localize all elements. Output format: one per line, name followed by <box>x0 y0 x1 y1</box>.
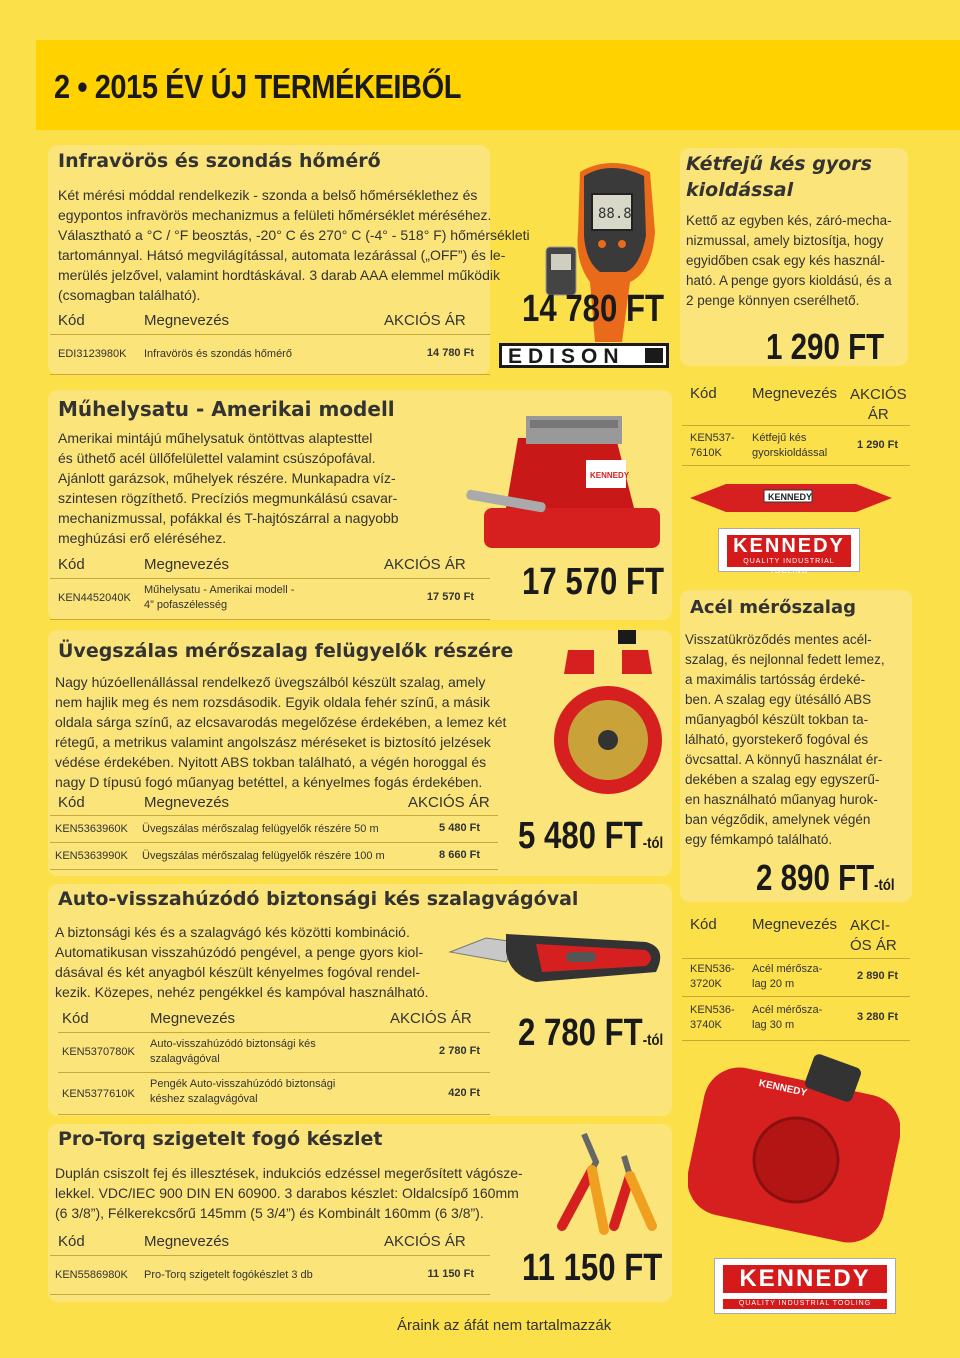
table-divider <box>682 996 910 997</box>
table-divider <box>50 619 490 620</box>
kennedy-logo <box>718 528 860 575</box>
svg-text:KENNEDY: KENNEDY <box>757 1078 808 1099</box>
pliers-description: Duplán csiszolt fej és illesztések, indukciós edzéssel megerősített vágósze- lekkel. VDC/IEC 900 DIN EN 60900. 3 darabos készlet: Oldalcsípő 160mm (6 3/8”), Félkerekcsőrű 145mm (5 3/4”) és Kombinált 160mm (6 3/8”). <box>55 1165 523 1221</box>
table-row-price: 14 780 Ft <box>426 347 474 359</box>
table-row-price: 1 290 Ft <box>857 439 898 451</box>
table-divider <box>50 374 490 375</box>
table-row-price: 3 280 Ft <box>857 1011 898 1023</box>
pliers-big-price: 11 150 FT <box>522 1247 663 1289</box>
table-row-code: KEN5370780K <box>62 1046 135 1058</box>
table-row-name: Kétfejű kés gyorskioldással <box>752 432 828 459</box>
table-divider <box>682 425 910 426</box>
table-header-price: AKCIÓS ÁR <box>384 312 466 329</box>
table-divider <box>50 815 498 816</box>
table-header-name: Megnevezés <box>150 1010 236 1027</box>
pliers-title: Pro-Torq szigetelt fogó készlet <box>58 1128 383 1150</box>
table-header-price: AKCI- ÓS ÁR <box>850 917 897 954</box>
kennedy-logo <box>714 1258 896 1314</box>
steel-tape-title: Acél mérőszalag <box>690 597 856 618</box>
thermometer-title: Infravörös és szondás hőmérő <box>58 150 381 172</box>
vise-description: Amerikai mintájú műhelysatuk öntöttvas alaptesttel és üthető acél üllőfelülettel valamint csúszópofával. Ajánlott garázsok, műhelyek részére. Munkapadra víz- szintesen rögzíthető. Precíziós megmunkálású csavar- mechanizmussal, pofákkal és T-hajtószárral a nagyobb meghúzási erő eléréséhez. <box>58 430 399 546</box>
table-row-name: Üvegszálas mérőszalag felügyelők részére 100 m <box>142 850 385 862</box>
table-header-name: Megnevezés <box>144 556 230 573</box>
table-row-price: 17 570 Ft <box>426 591 474 603</box>
table-row-price: 5 480 Ft <box>439 822 480 834</box>
vise-title: Műhelysatu - Amerikai modell <box>58 397 395 421</box>
table-header-code: Kód <box>58 312 85 329</box>
svg-text:88.8: 88.8 <box>598 206 632 222</box>
page-footer: Áraink az áfát nem tartalmazzák <box>397 1317 612 1334</box>
table-header-name: Megnevezés <box>144 312 230 329</box>
table-header-code: Kód <box>62 1010 89 1027</box>
table-divider <box>58 1114 490 1115</box>
table-header-code: Kód <box>58 1233 85 1250</box>
vise-image <box>466 398 672 568</box>
table-row-code: KEN5586980K <box>55 1269 128 1281</box>
table-divider <box>682 1040 910 1041</box>
table-row-code: KEN536- 3720K <box>690 963 735 990</box>
edison-logo-text: EDISON <box>508 345 625 368</box>
glass-tape-title: Üvegszálas mérőszalag felügyelők részére <box>58 640 514 662</box>
svg-text:KENNEDY: KENNEDY <box>768 492 813 502</box>
table-row-code: KEN4452040K <box>58 592 131 604</box>
table-header-name: Megnevezés <box>144 1233 230 1250</box>
table-row-code: EDI3123980K <box>58 348 127 360</box>
vise-big-price: 17 570 FT <box>522 561 665 603</box>
table-row-code: KEN5377610K <box>62 1088 135 1100</box>
table-row-name: Acél mérősza- lag 20 m <box>752 963 823 990</box>
glass-tape-description: Nagy húzóellenállással rendelkező üvegszálból készült szalag, amely nem hajlik meg és nem rozsdásodik. Egyik oldala fehér színű, a másik oldala sárga színű, az elcsavarodás megelőzése érdekében, a lemez két rétegű, a metrikus valamint angolszász méréseket is biztosító jelzések védése érdekében. Nyitott ABS tokban található, a végén horoggal és nagy D típusú fogó műanyag betéttel, a kényelmes fogás érdekében. <box>55 674 507 790</box>
page-banner <box>36 40 960 130</box>
table-divider <box>50 334 490 335</box>
table-row-price: 8 660 Ft <box>439 849 480 861</box>
kennedy-logo-text: KENNEDY <box>727 535 851 557</box>
steel-tape-image <box>688 1050 900 1250</box>
table-row-price: 420 Ft <box>448 1087 480 1099</box>
knife-image <box>686 472 896 524</box>
table-row-name: Infravörös és szondás hőmérő <box>144 348 292 360</box>
glass-tape-image <box>548 630 672 816</box>
table-header-price: AKCIÓS ÁR <box>390 1010 472 1027</box>
table-divider <box>58 1072 490 1073</box>
table-row-name: Üvegszálas mérőszalag felügyelők részére 50 m <box>142 823 379 835</box>
table-header-name: Megnevezés <box>752 385 838 402</box>
knife-big-price: 1 290 FT <box>766 326 885 367</box>
table-divider <box>682 465 910 466</box>
table-row-name: Műhelysatu - Amerikai modell - 4” pofaszélesség <box>144 584 295 611</box>
kennedy-logo-sub: QUALITY INDUSTRIAL TOOLING <box>723 1299 887 1309</box>
steel-tape-big-price: 2 890 FT-tól <box>756 857 895 898</box>
table-divider <box>50 842 498 843</box>
table-row-code: KEN537- 7610K <box>690 432 735 459</box>
steel-tape-description: Visszatükröződés mentes acél- szalag, és nejlonnal fedett lemez, a maximális tartósság érdeké- ben. A szalag egy ütésálló ABS műanyagból készült tokban ta- lálható, gyorstekerő fogóval és övcsattal. A könnyű használat ér- dekében a szalag egy egyszerű- en használható műanyag hurok- ban végződik, amelynek végén egy fémkampó található. <box>685 632 885 847</box>
pliers-image <box>534 1126 670 1238</box>
knife-description: Kettő az egyben kés, záró-mecha- nizmussal, amely biztosítja, hogy egyidőben csak egy kés használ- ható. A penge gyors kioldású, és a 2 penge könnyen cserélhető. <box>686 213 892 308</box>
table-header-code: Kód <box>690 385 717 402</box>
table-header-name: Megnevezés <box>144 794 230 811</box>
table-header-price: AKCIÓS ÁR <box>850 386 907 423</box>
table-row-price: 2 890 Ft <box>857 970 898 982</box>
table-header-code: Kód <box>58 556 85 573</box>
table-row-code: KEN5363990K <box>55 850 128 862</box>
thermometer-big-price: 14 780 FT <box>522 288 665 330</box>
table-row-code: KEN536- 3740K <box>690 1004 735 1031</box>
table-row-price: 2 780 Ft <box>439 1045 480 1057</box>
kennedy-logo-sub: QUALITY INDUSTRIAL TOOLING <box>727 557 851 567</box>
table-header-price: AKCIÓS ÁR <box>384 1233 466 1250</box>
svg-text:KENNEDY: KENNEDY <box>590 471 630 480</box>
table-divider <box>50 578 490 579</box>
safety-knife-big-price: 2 780 FT-tól <box>518 1012 664 1054</box>
factory-icon <box>645 348 663 363</box>
table-header-code: Kód <box>690 916 717 933</box>
edison-logo <box>499 343 669 368</box>
safety-knife-description: A biztonsági kés és a szalagvágó kés közötti kombináció. Automatikusan visszahúzódó pengével, a penge gyors kiol- dásával és két anyagból készült kényelmes fogóval rendel- kezik. Közepes, nehéz pengékkel és kampóval használható. <box>55 924 429 1000</box>
thermometer-description: Két mérési móddal rendelkezik - szonda a belső hőmérséklethez és egypontos infravörös mechanizmus a felületi hőmérséklet méréséhez. Választható a °C / °F beosztás, -20° C és 270° C (-4° - 518° F) hőmérsékleti tartománnyal. Hátsó megvilágítással, automata lezárással („OFF”) és le- merülés jelzővel, valamint hordtáskával. 3 darab AAA elemmel működik (csomagban található). <box>58 187 530 303</box>
table-header-price: AKCIÓS ÁR <box>384 556 466 573</box>
table-divider <box>50 1294 490 1295</box>
table-row-name: Pengék Auto-visszahúzódó biztonsági késhez szalagvágóval <box>150 1078 336 1105</box>
table-header-price: AKCIÓS ÁR <box>408 794 490 811</box>
kennedy-logo-text: KENNEDY <box>723 1265 887 1293</box>
table-row-price: 11 150 Ft <box>427 1268 474 1280</box>
table-header-code: Kód <box>58 794 85 811</box>
table-header-name: Megnevezés <box>752 916 838 933</box>
table-row-name: Pro-Torq szigetelt fogókészlet 3 db <box>144 1269 313 1281</box>
table-row-name: Auto-visszahúzódó biztonsági kés szalagvágóval <box>150 1038 316 1065</box>
table-divider <box>58 1032 490 1033</box>
table-divider <box>50 1255 490 1256</box>
knife-title: Kétfejű kés gyors kioldással <box>686 153 872 201</box>
table-row-name: Acél mérősza- lag 30 m <box>752 1004 823 1031</box>
page-title: 2 • 2015 ÉV ÚJ TERMÉKEIBŐL <box>54 68 462 105</box>
glass-tape-big-price: 5 480 FT-tól <box>518 815 664 857</box>
table-row-code: KEN5363960K <box>55 823 128 835</box>
safety-knife-title: Auto-visszahúzódó biztonsági kés szalagvágóval <box>58 888 579 910</box>
safety-knife-image <box>446 912 672 1002</box>
table-divider <box>50 869 498 870</box>
table-divider <box>682 958 910 959</box>
